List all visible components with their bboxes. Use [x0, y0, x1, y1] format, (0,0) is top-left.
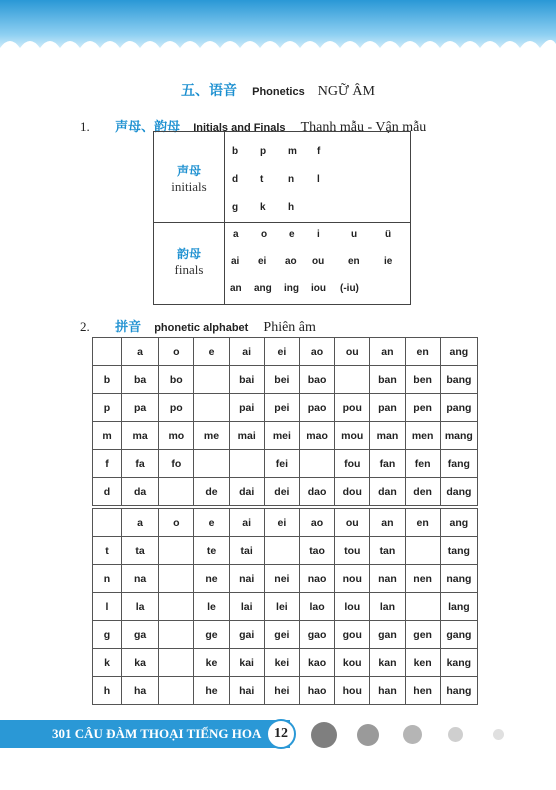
initials-finals-table [153, 131, 411, 305]
syllable-cell [299, 450, 334, 478]
heading-english: Phonetics [252, 86, 305, 98]
section-english: phonetic alphabet [154, 322, 249, 334]
final-header-cell: o [159, 509, 194, 537]
final-cell: a [233, 229, 239, 240]
syllable-cell: dei [264, 478, 299, 506]
syllable-cell: la [121, 593, 158, 621]
syllable-cell: hou [335, 677, 370, 705]
initial-header-cell: g [93, 621, 122, 649]
syllable-cell: gao [299, 621, 334, 649]
table-row [93, 593, 478, 621]
final-cell: u [351, 229, 358, 240]
syllable-cell: ha [121, 677, 158, 705]
section-chinese: 声母、韵母 [115, 120, 181, 135]
syllable-cell: ne [194, 565, 229, 593]
syllable-cell: gou [335, 621, 370, 649]
syllable-cell: pang [440, 394, 477, 422]
initial-cell: k [260, 202, 266, 213]
syllable-cell: pen [405, 394, 440, 422]
syllable-cell: ka [121, 649, 158, 677]
final-cell: ang [254, 283, 272, 294]
syllable-cell: kai [229, 649, 264, 677]
syllable-cell: ke [194, 649, 229, 677]
syllable-cell: fo [159, 450, 194, 478]
final-cell: e [289, 229, 295, 240]
table-row [93, 422, 478, 450]
syllable-cell: nan [370, 565, 405, 593]
final-header-cell: o [159, 338, 194, 366]
syllable-cell: pai [229, 394, 264, 422]
syllable-cell: hang [440, 677, 477, 705]
syllable-cell: ta [121, 537, 158, 565]
final-cell: an [230, 283, 242, 294]
finals-label-english: finals [174, 262, 204, 277]
final-header-cell: en [405, 338, 440, 366]
syllable-cell: ban [370, 366, 405, 394]
syllable-cell: mao [299, 422, 334, 450]
syllable-cell [159, 621, 194, 649]
syllable-cell: lao [299, 593, 334, 621]
final-header-cell: a [121, 338, 158, 366]
syllable-cell [159, 649, 194, 677]
syllable-cell: dai [229, 478, 264, 506]
section-2-title [80, 316, 316, 336]
initial-header-cell: t [93, 537, 122, 565]
syllable-cell: fou [335, 450, 370, 478]
decorative-dot [448, 727, 463, 742]
final-cell: ie [384, 256, 393, 267]
syllable-cell: lan [370, 593, 405, 621]
syllable-cell: fan [370, 450, 405, 478]
table-row [93, 394, 478, 422]
syllable-cell [335, 366, 370, 394]
heading-chinese: 五、语音 [181, 83, 238, 99]
syllable-cell: gai [229, 621, 264, 649]
syllable-cell: den [405, 478, 440, 506]
syllable-cell: kei [264, 649, 299, 677]
finals-label-chinese: 韵母 [176, 247, 201, 261]
syllable-cell: hei [264, 677, 299, 705]
initial-header-cell: f [93, 450, 122, 478]
syllable-cell: kang [440, 649, 477, 677]
syllable-cell: na [121, 565, 158, 593]
syllable-cell: dang [440, 478, 477, 506]
syllable-cell: pa [121, 394, 158, 422]
syllable-cell: de [194, 478, 229, 506]
syllable-cell: fa [121, 450, 158, 478]
syllable-cell [405, 537, 440, 565]
syllable-cell: fen [405, 450, 440, 478]
final-header-cell: an [370, 338, 405, 366]
finals-label [154, 223, 225, 304]
page-number: 12 [266, 719, 296, 749]
final-header-cell: ou [335, 338, 370, 366]
final-header-cell: ang [440, 509, 477, 537]
syllable-cell [159, 537, 194, 565]
syllable-cell: me [194, 422, 229, 450]
syllable-cell [229, 450, 264, 478]
syllable-cell: hen [405, 677, 440, 705]
syllable-cell: ba [121, 366, 158, 394]
final-header-cell: ou [335, 509, 370, 537]
pinyin-table-1 [92, 337, 478, 506]
syllable-cell: pan [370, 394, 405, 422]
syllable-cell: nen [405, 565, 440, 593]
decorative-dot [403, 725, 422, 744]
syllable-cell: tai [229, 537, 264, 565]
header-row [93, 509, 478, 537]
final-cell: ao [285, 256, 297, 267]
top-decorative-band [0, 0, 556, 58]
syllable-cell: gei [264, 621, 299, 649]
section-vietnamese: Phiên âm [263, 320, 316, 335]
final-cell: en [348, 256, 360, 267]
initial-cell: m [288, 146, 297, 157]
section-number: 2. [80, 319, 90, 334]
syllable-cell: lang [440, 593, 477, 621]
initial-header-cell: d [93, 478, 122, 506]
initials-label-chinese: 声母 [176, 164, 201, 178]
syllable-cell: bai [229, 366, 264, 394]
section-chinese: 拼音 [115, 320, 142, 335]
syllable-cell: ben [405, 366, 440, 394]
final-header-cell: e [194, 509, 229, 537]
initial-cell: g [232, 202, 239, 213]
syllable-cell: dao [299, 478, 334, 506]
initials-label-english: initials [171, 179, 207, 194]
table-row [93, 565, 478, 593]
final-header-cell: a [121, 509, 158, 537]
book-title: 301 CÂU ĐÀM THOẠI TIẾNG HOA [52, 726, 262, 741]
syllable-cell: mang [440, 422, 477, 450]
syllable-cell: da [121, 478, 158, 506]
final-header-cell: ai [229, 338, 264, 366]
section-vietnamese: Thanh mẫu - Vận mẫu [300, 120, 427, 135]
initial-cell: h [288, 202, 295, 213]
syllable-cell: nei [264, 565, 299, 593]
initial-header-cell: p [93, 394, 122, 422]
syllable-cell: men [405, 422, 440, 450]
decorative-dot [357, 724, 379, 746]
final-header-cell: e [194, 338, 229, 366]
final-cell: ei [258, 256, 267, 267]
initials-label [154, 132, 225, 222]
syllable-cell: lai [229, 593, 264, 621]
syllable-cell: po [159, 394, 194, 422]
initial-cell: t [260, 174, 264, 185]
syllable-cell [194, 450, 229, 478]
initial-cell: d [232, 174, 239, 185]
final-header-cell: ang [440, 338, 477, 366]
initial-header-cell: k [93, 649, 122, 677]
table-row [93, 366, 478, 394]
syllable-cell: fang [440, 450, 477, 478]
final-cell: ü [385, 229, 392, 240]
syllable-cell: tao [299, 537, 334, 565]
syllable-cell: kao [299, 649, 334, 677]
final-header-cell: an [370, 509, 405, 537]
syllable-cell: le [194, 593, 229, 621]
syllable-cell: pou [335, 394, 370, 422]
syllable-cell [159, 565, 194, 593]
final-header-cell [93, 509, 122, 537]
syllable-cell: kou [335, 649, 370, 677]
syllable-cell: gang [440, 621, 477, 649]
final-cell: ai [231, 256, 240, 267]
syllable-cell [194, 366, 229, 394]
final-cell: ing [284, 283, 299, 294]
table-row [93, 450, 478, 478]
syllable-cell [194, 394, 229, 422]
initial-header-cell: b [93, 366, 122, 394]
final-header-cell [93, 338, 122, 366]
heading-vietnamese: NGỮ ÂM [317, 84, 375, 99]
syllable-cell: nang [440, 565, 477, 593]
table-row [93, 677, 478, 705]
pinyin-table-2 [92, 508, 478, 705]
syllable-cell [405, 593, 440, 621]
syllable-cell: he [194, 677, 229, 705]
final-cell: (-iu) [340, 283, 359, 294]
syllable-cell: mai [229, 422, 264, 450]
syllable-cell: lei [264, 593, 299, 621]
final-header-cell: ei [264, 338, 299, 366]
syllable-cell [159, 677, 194, 705]
syllable-cell [264, 537, 299, 565]
final-cell: o [261, 229, 268, 240]
syllable-cell: te [194, 537, 229, 565]
syllable-cell: ma [121, 422, 158, 450]
final-header-cell: en [405, 509, 440, 537]
table-row [93, 649, 478, 677]
initial-header-cell: h [93, 677, 122, 705]
decorative-dot [493, 729, 504, 740]
table-row [93, 621, 478, 649]
final-header-cell: ai [229, 509, 264, 537]
syllable-cell: nao [299, 565, 334, 593]
syllable-cell [159, 593, 194, 621]
decorative-dot [311, 722, 337, 748]
syllable-cell: dan [370, 478, 405, 506]
header-row [93, 338, 478, 366]
syllable-cell: ge [194, 621, 229, 649]
initial-cell: p [260, 146, 267, 157]
syllable-cell: bang [440, 366, 477, 394]
syllable-cell: fei [264, 450, 299, 478]
final-cell: ou [312, 256, 325, 267]
syllable-cell: nou [335, 565, 370, 593]
initial-cell: n [288, 174, 295, 185]
syllable-cell: mei [264, 422, 299, 450]
syllable-cell: hai [229, 677, 264, 705]
section-heading [0, 80, 556, 100]
initial-header-cell: m [93, 422, 122, 450]
section-number: 1. [80, 119, 90, 134]
initials-row [154, 132, 410, 223]
syllable-cell: tou [335, 537, 370, 565]
syllable-cell: gen [405, 621, 440, 649]
syllable-cell: bei [264, 366, 299, 394]
initial-header-cell: l [93, 593, 122, 621]
syllable-cell: ken [405, 649, 440, 677]
syllable-cell: kan [370, 649, 405, 677]
syllable-cell: dou [335, 478, 370, 506]
final-header-cell: ao [299, 338, 334, 366]
syllable-cell: ga [121, 621, 158, 649]
syllable-cell: tan [370, 537, 405, 565]
syllable-cell [159, 478, 194, 506]
syllable-cell: mou [335, 422, 370, 450]
final-cell: i [317, 229, 320, 240]
section-english: Initials and Finals [193, 122, 286, 134]
footer-bar [0, 720, 290, 748]
final-header-cell: ei [264, 509, 299, 537]
syllable-cell: han [370, 677, 405, 705]
syllable-cell: man [370, 422, 405, 450]
table-row [93, 478, 478, 506]
syllable-cell: mo [159, 422, 194, 450]
final-cell: iou [311, 283, 326, 294]
final-header-cell: ao [299, 509, 334, 537]
syllable-cell: hao [299, 677, 334, 705]
syllable-cell: nai [229, 565, 264, 593]
initial-cell: l [317, 174, 320, 185]
syllable-cell: lou [335, 593, 370, 621]
syllable-cell: tang [440, 537, 477, 565]
syllable-cell: pao [299, 394, 334, 422]
finals-row [154, 223, 410, 304]
initial-cell: f [317, 146, 321, 157]
syllable-cell: bao [299, 366, 334, 394]
wave-decoration [0, 30, 556, 58]
initial-header-cell: n [93, 565, 122, 593]
table-row [93, 537, 478, 565]
syllable-cell: pei [264, 394, 299, 422]
syllable-cell: gan [370, 621, 405, 649]
initial-cell: b [232, 146, 239, 157]
syllable-cell: bo [159, 366, 194, 394]
